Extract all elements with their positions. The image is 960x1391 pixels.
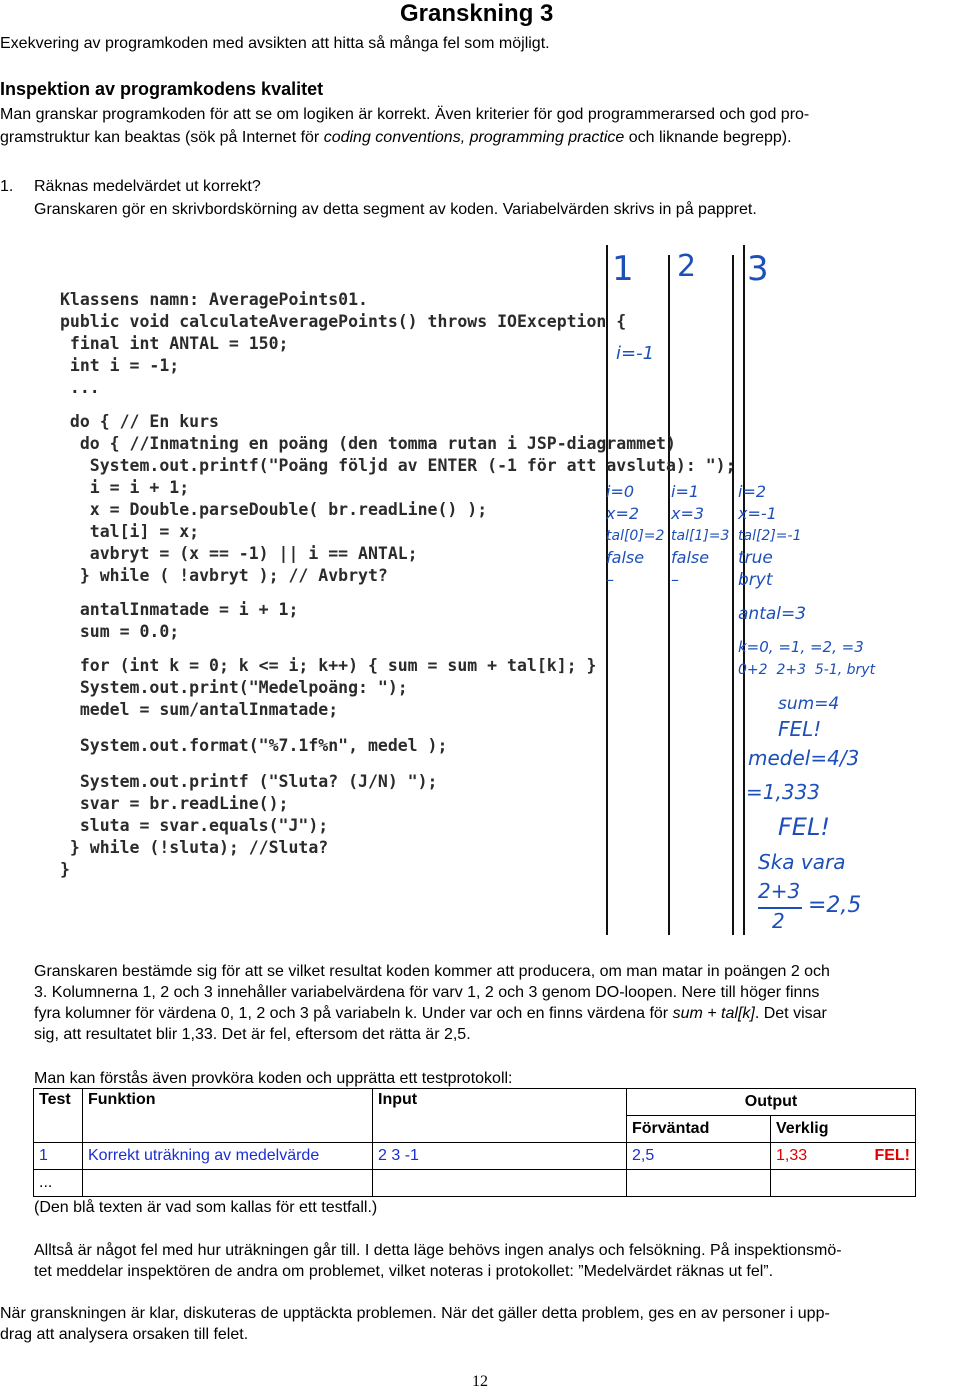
code-line: System.out.format("%7.1f%n", medel ); — [60, 736, 448, 755]
hand-note: 2+3 — [758, 879, 801, 903]
desk-check-figure — [50, 245, 910, 945]
cell-ellipsis: ... — [34, 1170, 83, 1197]
code-line: svar = br.readLine(); — [60, 794, 289, 813]
result-line-3-start: fyra kolumner för värdena 0, 1, 2 och 3 på variabeln k. Under var och en finns värdena för — [34, 1005, 673, 1022]
item-1-number: 1. — [0, 178, 14, 195]
section-heading: Inspektion av programkodens kvalitet — [0, 79, 324, 99]
code-line: ... — [60, 378, 100, 397]
code-line: int i = -1; — [60, 356, 180, 375]
result-paragraph — [34, 961, 954, 1045]
code-line: System.out.printf("Poäng följd av ENTER (-1 för att avsluta): "); — [60, 456, 736, 475]
section-line-2 — [0, 127, 792, 148]
item-1-description: Granskaren gör en skrivbordskörning av detta segment av koden. Variabelvärden skrivs in på pappret. — [34, 201, 757, 218]
code-line: final int ANTAL = 150; — [60, 334, 289, 353]
cell-empty — [771, 1170, 916, 1197]
result-line-3 — [34, 1003, 954, 1024]
hand-fraction — [758, 879, 878, 939]
result-tail: . Det visar — [754, 1005, 827, 1022]
item-1-question: Räknas medelvärdet ut korrekt? — [34, 178, 261, 195]
conclusion-paragraph — [34, 1240, 842, 1282]
cell-empty — [83, 1170, 373, 1197]
hand-note: x=3 — [671, 504, 705, 523]
column-header-1: 1 — [612, 249, 634, 289]
table-row — [34, 1170, 916, 1197]
hand-note: i=0 — [606, 482, 635, 501]
table-note: (Den blå texten är vad som kallas för ett testfall.) — [34, 1199, 378, 1216]
code-line: } while (!sluta); //Sluta? — [60, 838, 329, 857]
cell-expected: 2,5 — [627, 1143, 771, 1170]
header-output: Output — [627, 1089, 916, 1116]
testprotocol-intro: Man kan förstås även provköra koden och upprätta ett testprotokoll: — [34, 1070, 513, 1087]
intro-text: Exekvering av programkoden med avsikten att hitta så många fel som möjligt. — [0, 35, 550, 52]
page-number: 12 — [472, 1373, 488, 1390]
hand-note: sum=4 — [778, 694, 840, 714]
hand-note: =2,5 — [808, 893, 862, 918]
test-protocol-table — [33, 1088, 916, 1197]
hand-note: k=0, =1, =2, =3 — [738, 638, 864, 656]
hand-note: – — [671, 570, 679, 589]
section-line-1: Man granskar programkoden för att se om logiken är korrekt. Även kriterier för god programmerarsed och god pro- — [0, 106, 810, 123]
hand-note: FEL! — [778, 717, 822, 741]
hand-note: i=1 — [671, 482, 700, 501]
code-line — [60, 643, 736, 655]
code-line — [60, 757, 736, 771]
hand-col3 — [738, 481, 876, 933]
hand-note: bryt — [738, 570, 773, 590]
cell-actual — [771, 1143, 916, 1170]
hand-note: i=2 — [738, 482, 767, 501]
header-test: Test — [34, 1089, 83, 1143]
hand-note: medel=4/3 — [748, 746, 860, 770]
code-line: i = i + 1; — [60, 478, 190, 497]
conclusion-line-2: tet meddelar inspektören de andra om problemet, vilket noteras i protokollet: ”Medelvärdet räknas ut fel”. — [34, 1263, 774, 1280]
page-title: Granskning 3 — [400, 0, 554, 27]
code-line: System.out.print("Medelpoäng: "); — [60, 678, 408, 697]
code-line: } while ( !avbryt ); // Avbryt? — [60, 566, 388, 585]
cell-input: 2 3 -1 — [373, 1143, 627, 1170]
hand-note: false — [606, 548, 645, 567]
hand-col1 — [606, 481, 664, 591]
code-line: antalInmatade = i + 1; — [60, 600, 299, 619]
hand-note: x=-1 — [738, 504, 777, 523]
header-input: Input — [373, 1089, 627, 1143]
hand-note: antal=3 — [738, 604, 807, 624]
cell-test: 1 — [34, 1143, 83, 1170]
verdict: FEL! — [874, 1147, 910, 1164]
code-line: for (int k = 0; k <= i; k++) { sum = sum + tal[k]; } — [60, 656, 597, 675]
code-line: x = Double.parseDouble( br.readLine() ); — [60, 500, 488, 519]
code-line: public void calculateAveragePoints() throws IOException { — [60, 312, 627, 331]
hand-note: x=2 — [606, 504, 640, 523]
final-line-1: När granskningen är klar, diskuteras de upptäckta problemen. När det gäller detta problem, ges en av personer i upp- — [0, 1305, 830, 1322]
column-header-2: 2 — [677, 249, 697, 284]
code-line: tal[i] = x; — [60, 522, 200, 541]
header-funktion: Funktion — [83, 1089, 373, 1143]
code-line: sluta = svar.equals("J"); — [60, 816, 329, 835]
hand-note: – — [606, 570, 614, 589]
result-line-1: Granskaren bestämde sig för att se vilket resultat koden kommer att producera, om man matar in poängen 2 och — [34, 963, 830, 980]
hand-note: tal[2]=-1 — [738, 528, 802, 544]
cell-empty — [627, 1170, 771, 1197]
header-forvantad: Förväntad — [627, 1116, 771, 1143]
code-line: avbryt = (x == -1) || i == ANTAL; — [60, 544, 418, 563]
code-line: sum = 0.0; — [60, 622, 180, 641]
cell-funktion: Korrekt uträkning av medelvärde — [83, 1143, 373, 1170]
hand-note: tal[1]=3 — [671, 528, 730, 544]
code-line: do { //Inmatning en poäng (den tomma rutan i JSP-diagrammet) — [60, 434, 676, 453]
code-line: Klassens namn: AveragePoints01. — [60, 290, 368, 309]
result-italic: sum + tal[k] — [672, 1005, 755, 1022]
code-line — [60, 721, 736, 735]
code-line — [60, 399, 736, 411]
final-line-2: drag att analysera orsaken till felet. — [0, 1326, 249, 1343]
hand-col1-init: i=-1 — [616, 343, 655, 364]
hand-note: false — [671, 548, 710, 567]
result-line-4: sig, att resultatet blir 1,33. Det är fel, eftersom det rätta är 2,5. — [34, 1026, 471, 1043]
hand-note: true — [738, 548, 773, 568]
code-line: do { // En kurs — [60, 412, 219, 431]
header-verklig: Verklig — [771, 1116, 916, 1143]
code-line: } — [60, 860, 70, 879]
hand-note: 0+2 2+3 5-1, bryt — [738, 662, 876, 678]
section-line-2-start: gramstruktur kan beaktas (sök på Internet för — [0, 129, 324, 146]
hand-col2 — [671, 481, 729, 591]
cell-empty — [373, 1170, 627, 1197]
section-tail: och liknande begrepp). — [624, 129, 792, 146]
hand-note: Ska vara — [758, 850, 846, 874]
hand-note: 2 — [772, 909, 785, 933]
column-header-3: 3 — [747, 249, 769, 289]
actual-value: 1,33 — [776, 1147, 808, 1164]
hand-note: =1,333 — [746, 780, 821, 804]
section-italic: coding conventions, programming practice — [323, 129, 625, 146]
result-line-2: 3. Kolumnerna 1, 2 och 3 innehåller variabelvärdena för varv 1, 2 och 3 genom DO-loopen. Nere till höger finns — [34, 984, 820, 1001]
code-line: System.out.printf ("Sluta? (J/N) "); — [60, 772, 438, 791]
table-row — [34, 1143, 916, 1170]
code-line: medel = sum/antalInmatade; — [60, 700, 339, 719]
conclusion-line-1: Alltså är något fel med hur uträkningen går till. I detta läge behövs ingen analys och felsökning. På inspektionsmö- — [34, 1242, 842, 1259]
hand-note: FEL! — [778, 813, 830, 841]
final-paragraph — [0, 1303, 830, 1345]
hand-note: tal[0]=2 — [606, 528, 665, 544]
